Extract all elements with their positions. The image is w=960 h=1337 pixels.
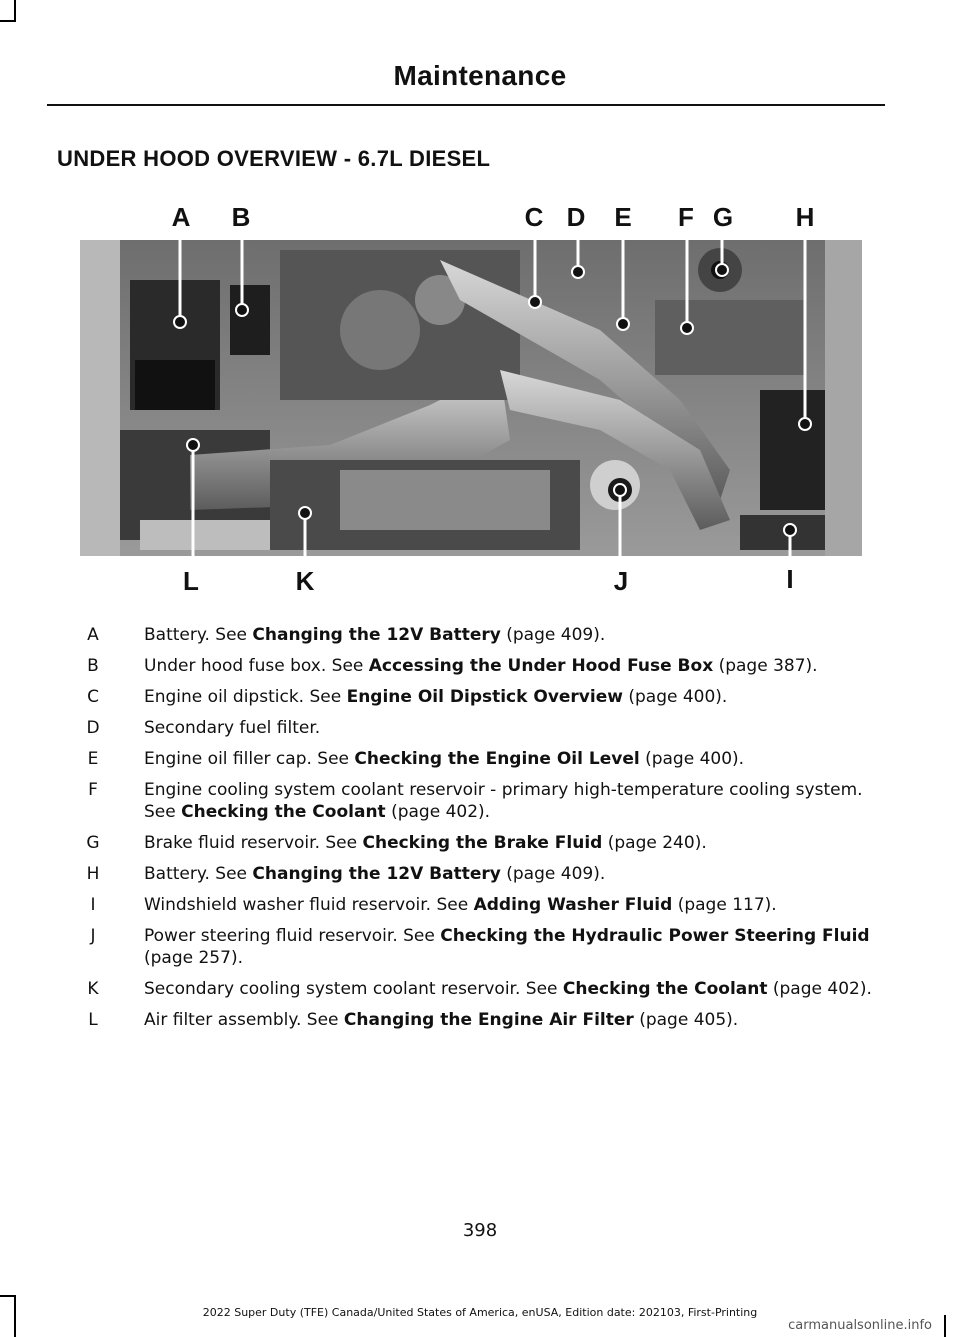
- item-link[interactable]: Changing the Engine Air Filter: [343, 1010, 634, 1030]
- list-item: [80, 779, 880, 823]
- item-link[interactable]: Checking the Coolant: [562, 979, 768, 999]
- item-key: K: [87, 979, 99, 999]
- page-header-title: Maintenance: [393, 60, 567, 91]
- callout-f: F: [678, 202, 694, 232]
- item-key: E: [87, 749, 99, 769]
- callout-g: G: [712, 202, 734, 232]
- item-text: Battery. See Changing the 12V Battery (page 409).: [144, 864, 606, 884]
- item-link[interactable]: Changing the 12V Battery: [252, 625, 501, 645]
- callout-l: L: [183, 566, 199, 596]
- legend-list: [80, 624, 880, 1040]
- item-key: J: [90, 926, 96, 946]
- item-link[interactable]: Changing the 12V Battery: [252, 864, 501, 884]
- callout-e: E: [614, 202, 632, 232]
- item-key: G: [86, 833, 100, 853]
- callout-i: I: [786, 564, 794, 594]
- callout-j: J: [613, 566, 629, 596]
- crop-mark: [0, 20, 16, 22]
- section-title: UNDER HOOD OVERVIEW - 6.7L DIESEL: [57, 146, 491, 171]
- item-text: Battery. See Changing the 12V Battery (page 409).: [144, 625, 606, 645]
- item-link[interactable]: Checking the Coolant: [181, 802, 386, 822]
- item-key: L: [88, 1010, 98, 1030]
- item-key: C: [87, 687, 99, 707]
- item-link[interactable]: Engine Oil Dipstick Overview: [346, 687, 623, 707]
- list-item: [80, 894, 880, 916]
- list-item: [80, 832, 880, 854]
- item-text: Brake fluid reservoir. See Checking the Brake Fluid (page 240).: [144, 833, 707, 853]
- list-item: [80, 748, 880, 770]
- crop-mark: [0, 1295, 16, 1297]
- crop-mark: [14, 0, 16, 22]
- item-text: Engine oil dipstick. See Engine Oil Dipstick Overview (page 400).: [144, 687, 728, 707]
- item-text: Power steering fluid reservoir. See Checking the Hydraulic Power Steering Fluid (page 257).: [144, 926, 870, 968]
- item-link[interactable]: Checking the Brake Fluid: [362, 833, 603, 853]
- item-link[interactable]: Adding Washer Fluid: [473, 895, 673, 915]
- callout-a: A: [171, 202, 191, 232]
- list-item: [80, 1009, 880, 1031]
- engine-bay-photo: [80, 240, 862, 556]
- callout-b: B: [231, 202, 251, 232]
- list-item: [80, 655, 880, 677]
- list-item: [80, 978, 880, 1000]
- item-link[interactable]: Checking the Hydraulic Power Steering Fluid: [440, 926, 870, 946]
- callout-d: D: [566, 202, 586, 232]
- list-item: [80, 863, 880, 885]
- item-key: D: [86, 718, 100, 738]
- list-item: [80, 686, 880, 708]
- callout-c: C: [524, 202, 544, 232]
- item-text: Engine oil filler cap. See Checking the Engine Oil Level (page 400).: [144, 749, 745, 769]
- item-link[interactable]: Accessing the Under Hood Fuse Box: [368, 656, 714, 676]
- item-text: Engine cooling system coolant reservoir - primary high-temperature cooling system. See Checking the Coolant (page 402).: [144, 780, 863, 822]
- callout-h: H: [795, 202, 815, 232]
- callout-k: K: [295, 566, 315, 596]
- item-text: Air filter assembly. See Changing the Engine Air Filter (page 405).: [144, 1010, 739, 1030]
- list-item: [80, 624, 880, 646]
- watermark: carmanualsonline.info: [788, 1318, 932, 1333]
- edition-footer: 2022 Super Duty (TFE) Canada/United States of America, enUSA, Edition date: 202103, First-Printing: [202, 1306, 758, 1319]
- list-item: [80, 717, 880, 739]
- item-text: Under hood fuse box. See Accessing the Under Hood Fuse Box (page 387).: [144, 656, 818, 676]
- item-text: Secondary cooling system coolant reservoir. See Checking the Coolant (page 402).: [144, 979, 872, 999]
- page-number: 398: [462, 1220, 498, 1241]
- item-key: H: [86, 864, 100, 884]
- header-rule: [47, 104, 885, 106]
- item-key: A: [87, 625, 99, 645]
- list-item: [80, 925, 880, 969]
- item-text: Windshield washer fluid reservoir. See Adding Washer Fluid (page 117).: [144, 895, 777, 915]
- item-key: B: [87, 656, 99, 676]
- item-link[interactable]: Checking the Engine Oil Level: [354, 749, 640, 769]
- item-key: I: [90, 895, 96, 915]
- item-text: Secondary fuel filter.: [144, 718, 321, 738]
- item-key: F: [88, 780, 98, 800]
